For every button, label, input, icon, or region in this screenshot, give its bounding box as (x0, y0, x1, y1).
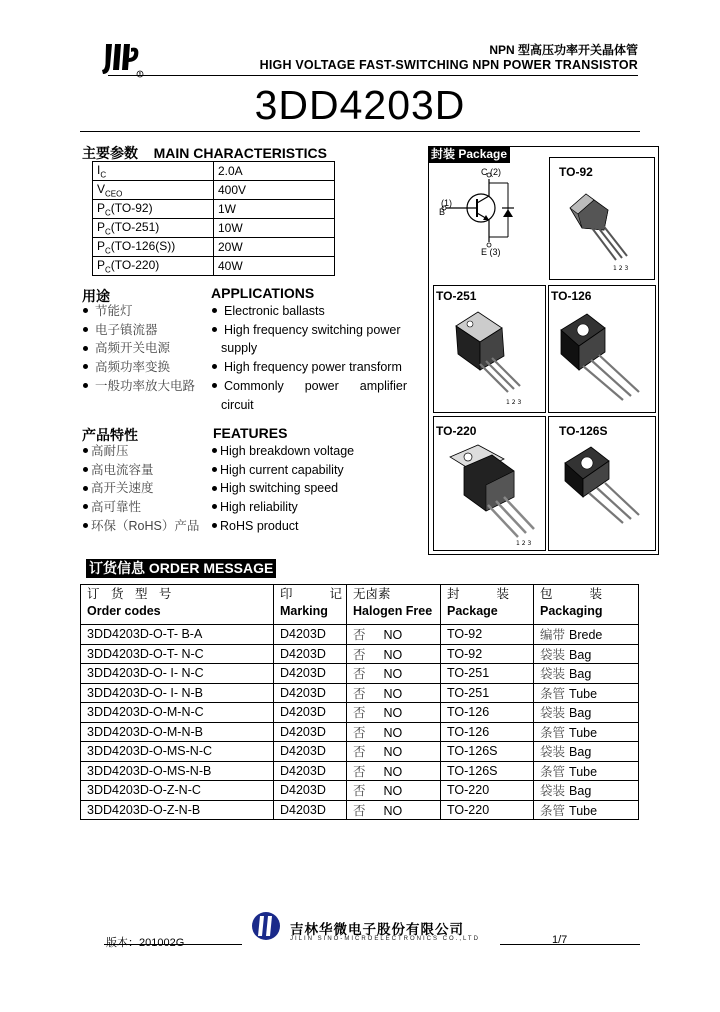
marking-cell: D4203D (274, 800, 347, 820)
halogen-free-cell: 否 NO (347, 742, 441, 762)
svg-text:1 2 3: 1 2 3 (506, 399, 522, 406)
order-code-cell: 3DD4203D-O-MS-N-B (81, 761, 274, 781)
halogen-free-cell: 否 NO (347, 800, 441, 820)
to220-package-icon (444, 441, 542, 547)
footer-version: 版本：201002G (106, 937, 185, 949)
order-row (81, 683, 639, 703)
package-cell: TO-220 (441, 781, 534, 801)
halogen-free-cell: 否 NO (347, 722, 441, 742)
bullet-icon (83, 383, 88, 388)
param-row (93, 200, 335, 219)
package-cell: TO-251 (441, 683, 534, 703)
package-cell: TO-126 (441, 703, 534, 723)
features-title-en: FEATURES (213, 425, 288, 441)
bullet-icon (212, 383, 217, 388)
bullet-icon (83, 346, 88, 351)
packaging-cell: 条管 Tube (534, 761, 639, 781)
order-header-cell: 封 装 Package (441, 585, 534, 625)
marking-cell: D4203D (274, 742, 347, 762)
packaging-cell: 袋装 Bag (534, 781, 639, 801)
bullet-icon (212, 448, 217, 453)
package-cell-to220: TO-220 1 2 3 (433, 416, 546, 551)
param-value: 1W (214, 200, 335, 219)
marking-cell: D4203D (274, 664, 347, 684)
param-value: 2.0A (214, 162, 335, 181)
company-logo-icon (100, 40, 146, 80)
footer-company-cn: 吉林华微电子股份有限公司 (290, 922, 464, 937)
footer-page-number: 1/7 (552, 934, 568, 946)
bullet-icon (212, 467, 217, 472)
marking-cell: D4203D (274, 781, 347, 801)
list-item: High frequency switching power (212, 321, 408, 340)
order-code-cell: 3DD4203D-O-MS-N-C (81, 742, 274, 762)
param-row (93, 257, 335, 276)
marking-cell: D4203D (274, 625, 347, 645)
list-item: circuit (221, 397, 254, 412)
svg-text:1 2 3: 1 2 3 (516, 540, 532, 547)
order-row (81, 625, 639, 645)
marking-cell: D4203D (274, 703, 347, 723)
list-item: High frequency power transform (212, 358, 408, 377)
bullet-icon (212, 364, 217, 369)
param-value: 400V (214, 181, 335, 200)
list-item: 一般功率放大电路 (83, 377, 195, 396)
package-cell: TO-92 (441, 625, 534, 645)
order-code-cell: 3DD4203D-O-M-N-C (81, 703, 274, 723)
to126-package-icon (553, 306, 653, 410)
bullet-icon (83, 504, 88, 509)
packaging-cell: 条管 Tube (534, 722, 639, 742)
order-header-cell: 无卤素 Halogen Free (347, 585, 441, 625)
part-number-title: 3DD4203D (254, 82, 466, 128)
param-value: 10W (214, 219, 335, 238)
param-symbol: $V_{CEO}$ (93, 181, 214, 200)
to126s-package-icon (557, 439, 653, 545)
bullet-icon (83, 364, 88, 369)
packaging-cell: 袋装 Bag (534, 742, 639, 762)
packaging-cell: 袋装 Bag (534, 644, 639, 664)
footer-company-logo-icon (250, 908, 282, 944)
to92-package-icon (564, 186, 644, 274)
header-divider (108, 75, 638, 76)
order-header-cell: 包 装 Packaging (534, 585, 639, 625)
order-row (81, 761, 639, 781)
pin-base-letter: B (439, 207, 446, 217)
order-code-cell: 3DD4203D-O-T- B-A (81, 625, 274, 645)
param-symbol: $P_C(TO-251)$ (93, 219, 214, 238)
list-item: 环保（RoHS）产品 (83, 517, 199, 536)
order-code-cell: 3DD4203D-O-Z-N-B (81, 800, 274, 820)
npn-transistor-symbol-icon (436, 165, 536, 260)
list-item: 高开关速度 (83, 479, 199, 498)
param-row (93, 219, 335, 238)
pin-collector-label: C (2) (481, 167, 501, 177)
list-item: High switching speed (212, 479, 354, 498)
package-cell: TO-126S (441, 742, 534, 762)
packaging-cell: 袋装 Bag (534, 664, 639, 684)
bullet-icon (212, 327, 217, 332)
order-code-cell: 3DD4203D-O-M-N-B (81, 722, 274, 742)
order-row (81, 644, 639, 664)
param-value: 20W (214, 238, 335, 257)
halogen-free-cell: 否 NO (347, 683, 441, 703)
main-characteristics-title: 主要参数 MAIN CHARACTERISTICS (82, 145, 328, 161)
halogen-free-cell: 否 NO (347, 664, 441, 684)
list-item: 高频开关电源 (83, 339, 195, 358)
halogen-free-cell: 否 NO (347, 625, 441, 645)
order-row (81, 742, 639, 762)
order-code-cell: 3DD4203D-O- I- N-B (81, 683, 274, 703)
order-row (81, 800, 639, 820)
param-symbol: $P_C(TO-220)$ (93, 257, 214, 276)
list-item: 电子镇流器 (83, 321, 195, 340)
param-row (93, 181, 335, 200)
list-item: 高耐压 (83, 442, 199, 461)
halogen-free-cell: 否 NO (347, 781, 441, 801)
bullet-icon (83, 308, 88, 313)
footer-company-en: JILIN SINO-MICROELECTRONICS CO.,LTD (290, 936, 480, 942)
features-title-cn: 产品特性 (82, 427, 138, 443)
footer-line-right (500, 944, 640, 945)
to251-package-icon (450, 308, 542, 408)
param-symbol: $P_C(TO-92)$ (93, 200, 214, 219)
marking-cell: D4203D (274, 722, 347, 742)
order-header-row (81, 585, 639, 625)
packaging-cell: 条管 Tube (534, 683, 639, 703)
package-cell: TO-126S (441, 761, 534, 781)
packaging-cell: 袋装 Bag (534, 703, 639, 723)
bullet-icon (212, 308, 217, 313)
order-code-cell: 3DD4203D-O- I- N-C (81, 664, 274, 684)
order-code-cell: 3DD4203D-O-T- N-C (81, 644, 274, 664)
bullet-icon (212, 486, 217, 491)
order-row (81, 722, 639, 742)
order-code-cell: 3DD4203D-O-Z-N-C (81, 781, 274, 801)
order-header-cell: 印 记 Marking (274, 585, 347, 625)
bullet-icon (83, 467, 88, 472)
marking-cell: D4203D (274, 683, 347, 703)
package-cell: TO-92 (441, 644, 534, 664)
order-row (81, 664, 639, 684)
order-row (81, 703, 639, 723)
halogen-free-cell: 否 NO (347, 644, 441, 664)
package-cell-to126s: TO-126S (548, 416, 656, 551)
list-item: 节能灯 (83, 302, 195, 321)
package-cell: TO-126 (441, 722, 534, 742)
marking-cell: D4203D (274, 644, 347, 664)
list-item: High breakdown voltage (212, 442, 354, 461)
package-cell-to251: TO-251 1 2 3 (433, 285, 546, 413)
title-divider (80, 131, 640, 132)
halogen-free-cell: 否 NO (347, 703, 441, 723)
package-tab: 封装 Package (428, 146, 510, 163)
list-item: 高频功率变换 (83, 358, 195, 377)
pin-base-label: (1) (441, 198, 452, 208)
list-item: supply (221, 341, 258, 356)
bullet-icon (212, 523, 217, 528)
applications-list-cn (83, 302, 195, 396)
svg-text:1 2 3: 1 2 3 (613, 265, 629, 272)
features-list-cn (83, 442, 199, 536)
list-item: Commonly power amplifier (212, 377, 408, 396)
halogen-free-cell: 否 NO (347, 761, 441, 781)
marking-cell: D4203D (274, 761, 347, 781)
bullet-icon (83, 448, 88, 453)
applications-title-cn: 用途 (82, 288, 110, 304)
list-item: RoHS product (212, 517, 354, 536)
param-row (93, 238, 335, 257)
param-row (93, 162, 335, 181)
order-table (80, 584, 639, 820)
packaging-cell: 条管 Tube (534, 800, 639, 820)
order-row (81, 781, 639, 801)
packaging-cell: 编带 Brede (534, 625, 639, 645)
list-item: High current capability (212, 461, 354, 480)
list-item: Electronic ballasts (212, 302, 408, 321)
svg-text:R: R (138, 71, 142, 77)
list-item: 高可靠性 (83, 498, 199, 517)
package-cell-to126: TO-126 (548, 285, 656, 413)
package-cell: TO-220 (441, 800, 534, 820)
main-characteristics-table (92, 161, 335, 276)
bullet-icon (83, 486, 88, 491)
header-cn-title: NPN 型高压功率开关晶体管 (489, 43, 638, 57)
list-item: High reliability (212, 498, 354, 517)
header-en-title: HIGH VOLTAGE FAST-SWITCHING NPN POWER TRANSISTOR (259, 58, 638, 72)
param-value: 40W (214, 257, 335, 276)
applications-list-en (212, 302, 408, 414)
applications-title-en: APPLICATIONS (211, 285, 315, 301)
footer-line-left (104, 944, 242, 945)
package-cell-to92: TO-92 1 2 3 (549, 157, 655, 280)
param-symbol: $I_C$ (93, 162, 214, 181)
bullet-icon (83, 327, 88, 332)
bullet-icon (83, 523, 88, 528)
package-cell: TO-251 (441, 664, 534, 684)
list-item: 高电流容量 (83, 461, 199, 480)
features-list-en (212, 442, 354, 536)
order-message-tab: 订货信息 ORDER MESSAGE (86, 559, 276, 578)
bullet-icon (212, 504, 217, 509)
order-header-cell: 订 货 型 号 Order codes (81, 585, 274, 625)
param-symbol: $P_C(TO-126(S))$ (93, 238, 214, 257)
pin-emitter-label: E (3) (481, 247, 501, 257)
